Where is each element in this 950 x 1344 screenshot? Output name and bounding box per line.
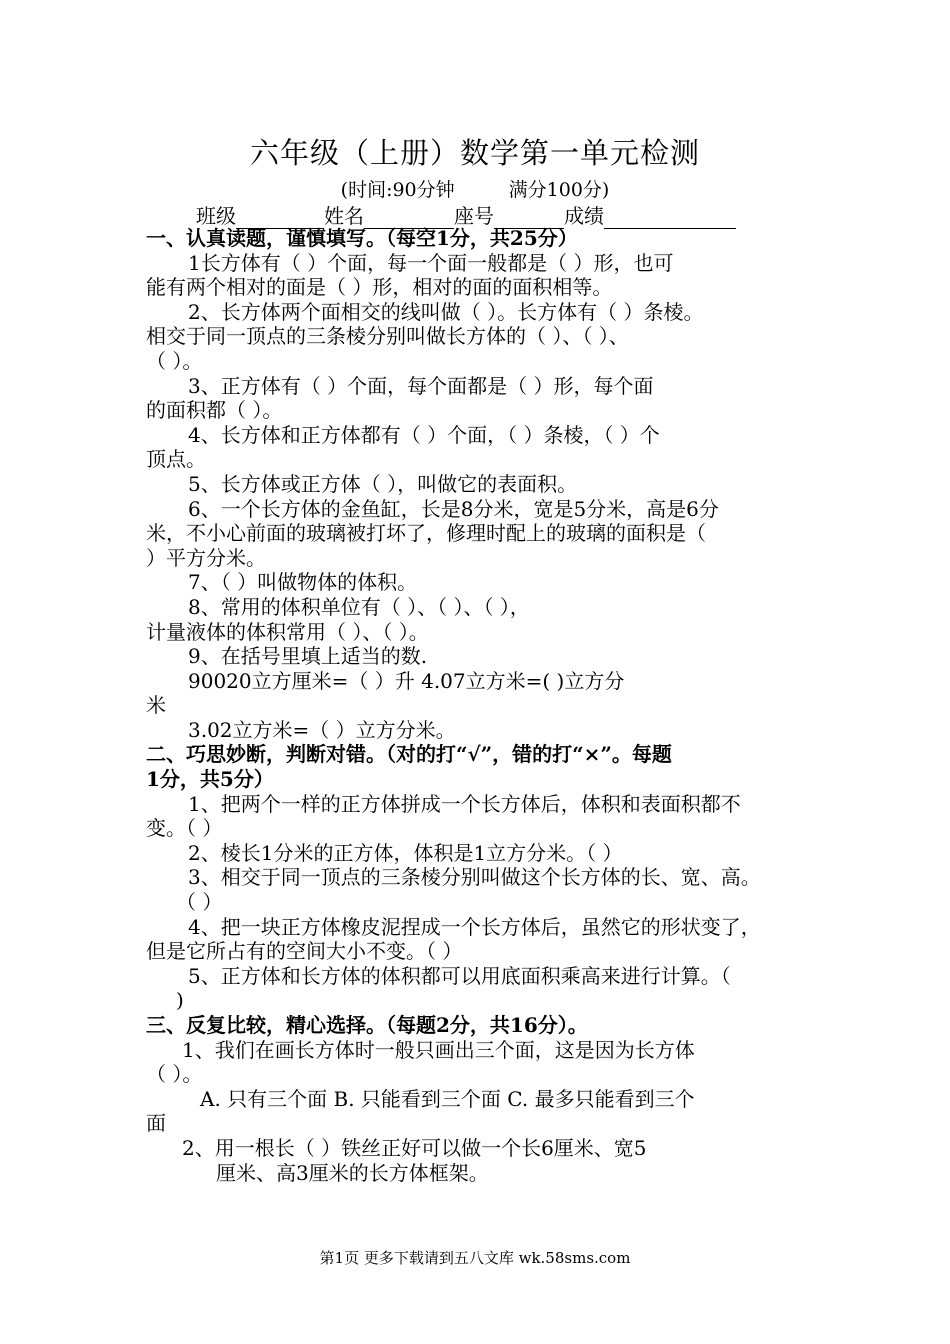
q2-1-line-2: 变。（ ） [146,816,223,841]
q2-2-line-1: 2、棱长1分米的正方体，体积是1立方分米。（ ） [188,840,623,865]
q1-9-line-2: 90020立方厘米=（ ）升 4.07立方米=( )立方分 [188,668,625,693]
q3-1-options-wrap: 面 [146,1111,166,1136]
q2-5-line-2: ) [176,988,184,1013]
doc-subtitle [0,175,950,202]
q1-7-line-1: 7、（ ）叫做物体的体积。 [188,570,418,595]
q1-2-line-2: 相交于同一顶点的三条棱分别叫做长方体的（ ）、（ ）、 [146,324,629,349]
q3-1-line-1: 1、我们在画长方体时一般只画出三个面，这是因为长方体 [182,1037,695,1062]
q2-5-line-1: 5、正方体和长方体的体积都可以用底面积乘高来进行计算。（ [188,963,731,988]
time-label: (时间:90分钟 [340,179,455,201]
q1-8-line-1: 8、常用的体积单位有（ ）、（ ）、（ ）， [188,594,530,619]
exam-content [146,226,820,1185]
q2-1-line-1: 1、把两个一样的正方体拼成一个长方体后，体积和表面积都不 [188,791,741,816]
class-label: 班级 [196,204,236,228]
q2-4-line-1: 4、把一块正方体橡皮泥捏成一个长方体后，虽然它的形状变了， [188,914,761,939]
section-3-heading: 三、反复比较，精心选择。（每题2分，共16分）。 [146,1013,588,1037]
q1-3-line-2: 的面积都（ ）。 [146,398,283,423]
q2-3-line-2: （ ） [176,890,223,915]
q3-1-options: A. 只有三个面 B. 只能看到三个面 C. 最多只能看到三个 [200,1086,695,1111]
q1-6-line-2: 米，不小心前面的玻璃被打坏了，修理时配上的玻璃的面积是（ [146,521,706,546]
q3-1-line-2: （ ）。 [146,1062,203,1087]
name-label: 姓名 [324,204,364,228]
q2-3-line-1: 3、相交于同一顶点的三条棱分别叫做这个长方体的长、宽、高。 [188,865,761,890]
section-2-heading-line-1: 二、巧思妙断，判断对错。（对的打“√”，错的打“×”。每题 [146,742,672,767]
q3-2-line-2: 厘米、高3厘米的长方体框架。 [216,1160,489,1185]
section-2-heading-line-2: 1分，共5分） [146,767,274,792]
doc-title: 六年级（上册）数学第一单元检测 [249,136,700,170]
q1-4-line-1: 4、长方体和正方体都有（ ）个面，（ ）条棱，（ ）个 [188,422,660,447]
section-1-heading: 一、认真读题，谨慎填写。（每空1分，共25分） [146,226,578,250]
q2-4-line-2: 但是它所占有的空间大小不变。（ ） [146,939,463,964]
q1-2-line-3: （ ）。 [146,348,203,373]
seat-label: 座号 [454,204,494,228]
student-info-line [196,200,736,229]
full-score-label: 满分100分) [508,179,610,201]
q1-9-line-1: 9、在括号里填上适当的数. [188,644,428,669]
q1-1-line-1: 1长方体有（ ）个面，每一个面一般都是（ ）形，也可 [188,250,674,275]
q1-3-line-1: 3、正方体有（ ）个面，每个面都是（ ）形，每个面 [188,373,654,398]
q1-6-line-3: ）平方分米。 [146,545,266,570]
q1-6-line-1: 6、一个长方体的金鱼缸，长是8分米，宽是5分米，高是6分 [188,496,719,521]
q1-8-line-2: 计量液体的体积常用（ ）、（ ）。 [146,619,429,644]
q1-9-line-3: 米 [146,693,166,718]
q1-2-line-1: 2、长方体两个面相交的线叫做（ ）。长方体有（ ）条棱。 [188,299,704,324]
q1-9-line-4: 3.02立方米=（ ）立方分米。 [188,717,456,742]
grade-label: 成绩 [564,204,604,228]
q3-2-line-1: 2、用一根长（ ）铁丝正好可以做一个长6厘米、宽5 [182,1135,647,1160]
q1-5-line-1: 5、长方体或正方体（ ），叫做它的表面积。 [188,471,578,496]
q1-4-line-2: 顶点。 [146,447,206,472]
page-footer: 第1页 更多下载请到五八文库 wk.58sms.com [319,1249,631,1267]
q1-1-line-2: 能有两个相对的面是（ ）形，相对的面的面积相等。 [146,275,613,300]
